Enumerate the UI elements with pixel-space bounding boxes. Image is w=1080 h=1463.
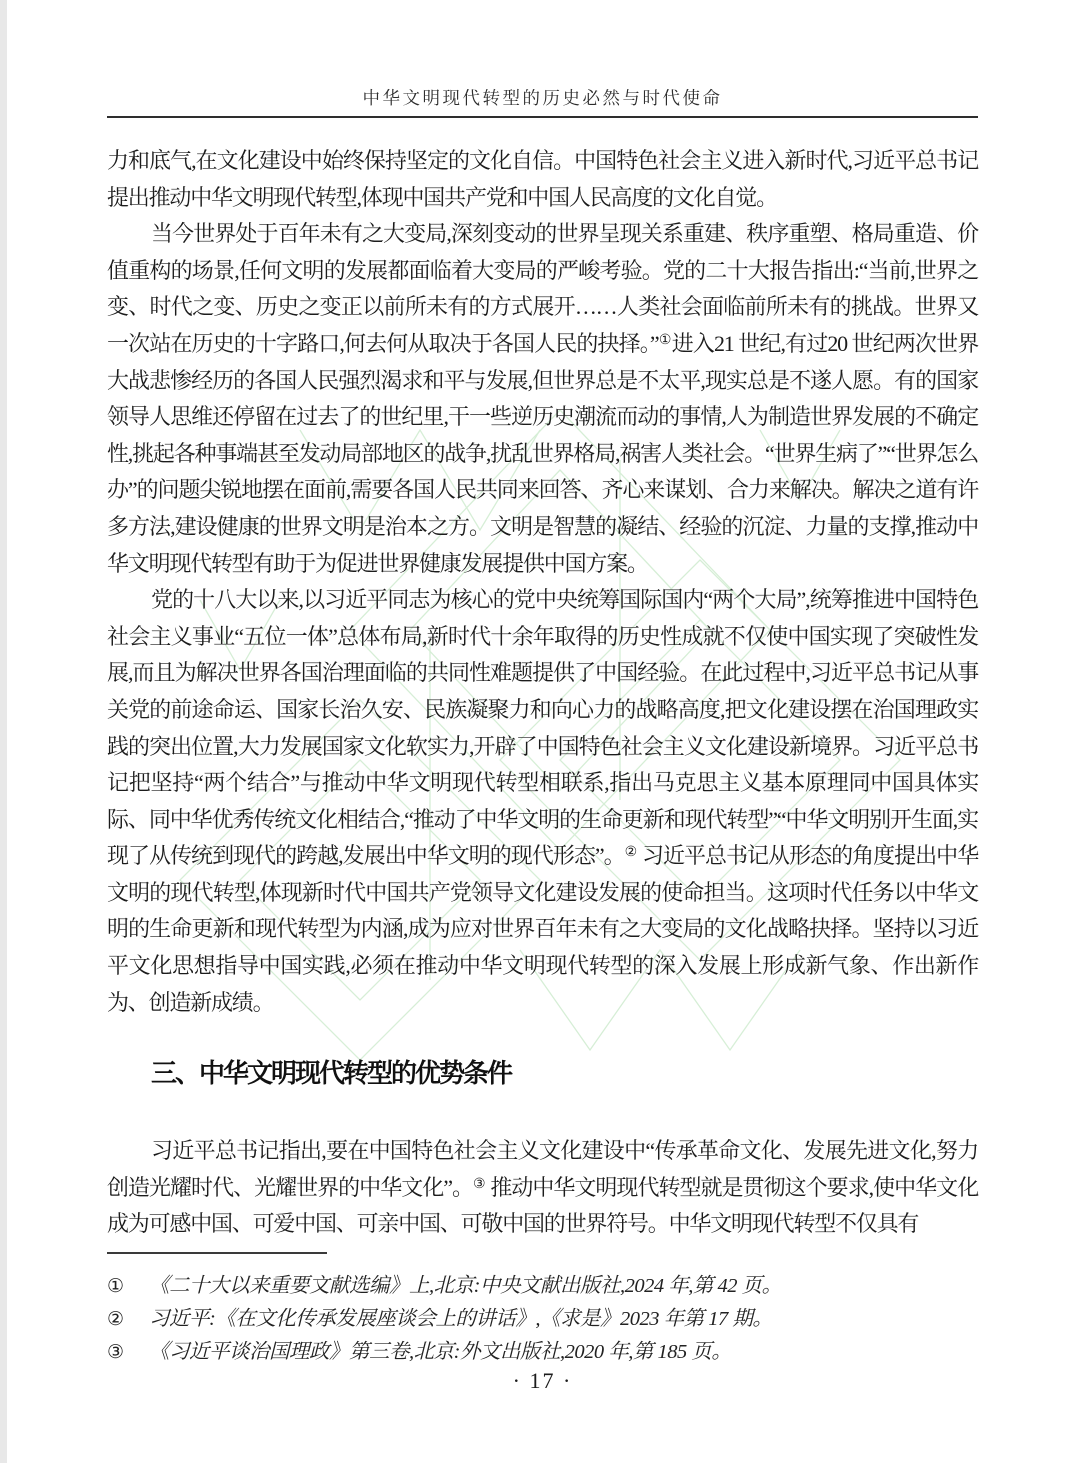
body-paragraph: 力和底气,在文化建设中始终保持坚定的文化自信。中国特色社会主义进入新时代,习近平总书记提出推动中华文明现代转型,体现中国共产党和中国人民高度的文化自觉。 bbox=[107, 148, 978, 210]
footnote-text: 《二十大以来重要文献选编》上,北京:中央文献出版社,2024 年,第 42 页。 bbox=[149, 1275, 782, 1297]
footnotes bbox=[107, 1252, 978, 1369]
footnote-item bbox=[107, 1336, 978, 1369]
footnote-ref: ① bbox=[658, 332, 672, 348]
page-number: · 17 · bbox=[512, 1368, 573, 1393]
section-paragraph-wrap bbox=[107, 1133, 978, 1243]
footnote-ref: ③ bbox=[473, 1176, 486, 1192]
footnote-marker: ② bbox=[107, 1309, 124, 1330]
footnote-marker: ③ bbox=[107, 1342, 124, 1363]
footnote-ref: ② bbox=[624, 845, 638, 861]
footnote-text: 《习近平谈治国理政》第三卷,北京:外文出版社,2020 年,第 185 页。 bbox=[149, 1341, 732, 1363]
footnote-item bbox=[107, 1270, 978, 1303]
body-paragraph: 当今世界处于百年未有之大变局,深刻变动的世界呈现关系重建、秩序重塑、格局重造、价值重构的场景,任何文明的发展都面临着大变局的严峻考验。党的二十大报告指出:“当前,世界之变、时代之变、历史之变正以前所未有的方式展开……人类社会面临前所未有的挑战。世界又一次站在历史的十字路口,何去何从取决于各国人民的抉择。”①进入21 世纪,有过20 世纪两次世界大战悲惨经历的各国人民强烈渴求和平与发展,但世界总是不太平,现实总是不遂人愿。有的国家领导人思维还停留在过去了的世纪里,干一些逆历史潮流而动的事情,人为制造世界发展的不确定性,挑起各种事端甚至发动局部地区的战争,扰乱世界格局,祸害人类社会。“世界生病了”“世界怎么办”的问题尖锐地摆在面前,需要各国人民共同来回答、齐心来谋划、合力来解决。解决之道有许多方法,建设健康的世界文明是治本之方。文明是智慧的凝结、经验的沉淀、力量的支撑,推动中华文明现代转型有助于为促进世界健康发展提供中国方案。 bbox=[107, 221, 978, 576]
header-rule bbox=[107, 116, 978, 118]
body-paragraph: 党的十八大以来,以习近平同志为核心的党中央统筹国际国内“两个大局”,统筹推进中国特色社会主义事业“五位一体”总体布局,新时代十余年取得的历史性成就不仅使中国实现了突破性发展,而且为解决世界各国治理面临的共同性难题提供了中国经验。在此过程中,习近平总书记从事关党的前途命运、国家长治久安、民族凝聚力和向心力的战略高度,把文化建设摆在治国理政实践的突出位置,大力发展国家文化软实力,开辟了中国特色社会主义文化建设新境界。习近平总书记把坚持“两个结合”与推动中华文明现代转型相联系,指出马克思主义基本原理同中国具体实际、同中华优秀传统文化相结合,“推动了中华文明的生命更新和现代转型”“中华文明别开生面,实现了从传统到现代的跨越,发展出中华文明的现代形态”。② 习近平总书记从形态的角度提出中华文明的现代转型,体现新时代中国共产党领导文化建设发展的使命担当。这项时代任务以中华文明的生命更新和现代转型为内涵,成为应对世界百年未有之大变局的文化战略抉择。坚持以习近平文化思想指导中国实践,必须在推动中华文明现代转型的深入发展上形成新气象、作出新作为、创造新成绩。 bbox=[107, 587, 978, 1015]
footnote-list bbox=[107, 1270, 978, 1369]
footnote-item bbox=[107, 1303, 978, 1336]
body-paragraphs bbox=[107, 143, 978, 1021]
section-paragraph: 习近平总书记指出,要在中国特色社会主义文化建设中“传承革命文化、发展先进文化,努力创造光耀时代、光耀世界的中华文化”。③ 推动中华文明现代转型就是贯彻这个要求,使中华文化成为可感中国、可爱中国、可亲中国、可敬中国的世界符号。中华文明现代转型不仅具有 bbox=[107, 1138, 978, 1237]
footnote-separator bbox=[107, 1252, 327, 1254]
scan-edge bbox=[0, 0, 7, 1463]
footnote-marker: ① bbox=[107, 1276, 124, 1297]
section-heading: 三、中华文明现代转型的优势条件 bbox=[151, 1058, 512, 1088]
footnote-text: 习近平:《在文化传承发展座谈会上的讲话》,《求是》2023 年第 17 期。 bbox=[149, 1308, 773, 1330]
running-head-title: 中华文明现代转型的历史必然与时代使命 bbox=[362, 88, 723, 108]
